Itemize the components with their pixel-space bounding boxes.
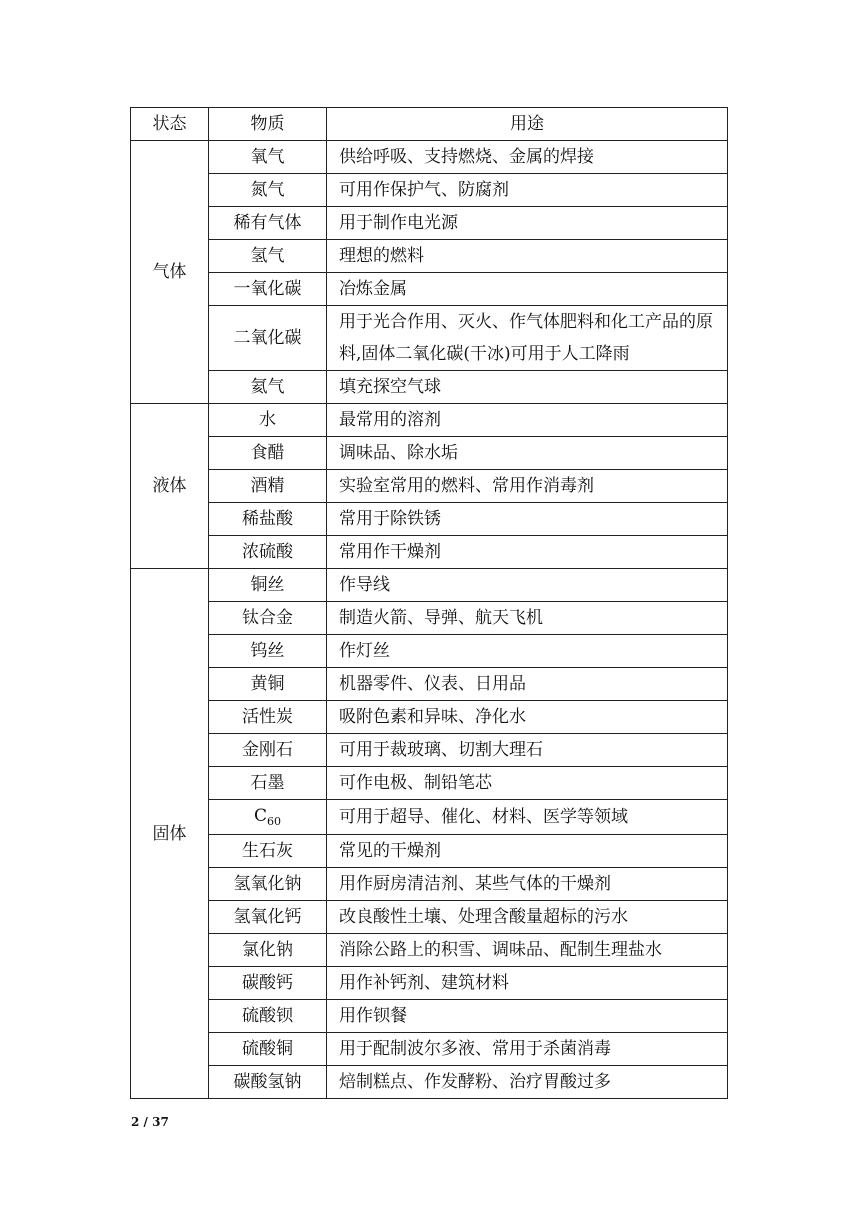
table-row — [131, 207, 728, 240]
table-row — [131, 835, 728, 868]
use-cell: 改良酸性土壤、处理含酸量超标的污水 — [327, 901, 728, 934]
use-cell: 冶炼金属 — [327, 273, 728, 306]
use-cell: 理想的燃料 — [327, 240, 728, 273]
table-row — [131, 967, 728, 1000]
substance-cell: 氢气 — [209, 240, 327, 273]
use-cell: 用于制作电光源 — [327, 207, 728, 240]
table-row — [131, 668, 728, 701]
use-cell: 可作电极、制铅笔芯 — [327, 767, 728, 800]
substance-cell: 氢氧化钙 — [209, 901, 327, 934]
table-row — [131, 602, 728, 635]
substance-cell: 氢氧化钠 — [209, 868, 327, 901]
use-cell: 焙制糕点、作发酵粉、治疗胃酸过多 — [327, 1066, 728, 1099]
use-cell: 最常用的溶剂 — [327, 404, 728, 437]
substance-cell: 氧气 — [209, 141, 327, 174]
use-cell: 用于光合作用、灭火、作气体肥料和化工产品的原料,固体二氧化碳(干冰)可用于人工降雨 — [327, 306, 728, 371]
use-cell: 常见的干燥剂 — [327, 835, 728, 868]
use-cell: 消除公路上的积雪、调味品、配制生理盐水 — [327, 934, 728, 967]
substance-cell — [209, 800, 327, 835]
table-row — [131, 569, 728, 602]
substance-cell: 稀有气体 — [209, 207, 327, 240]
substance-cell: 酒精 — [209, 470, 327, 503]
table-row — [131, 470, 728, 503]
substance-cell: 二氧化碳 — [209, 306, 327, 371]
state-cell: 固体 — [131, 569, 209, 1099]
substance-cell: 黄铜 — [209, 668, 327, 701]
use-cell: 用作补钙剂、建筑材料 — [327, 967, 728, 1000]
substance-cell: 一氧化碳 — [209, 273, 327, 306]
table-row — [131, 503, 728, 536]
table-row — [131, 1033, 728, 1066]
table-row — [131, 404, 728, 437]
use-cell: 可用于裁玻璃、切割大理石 — [327, 734, 728, 767]
substance-cell: 硫酸铜 — [209, 1033, 327, 1066]
substance-cell: 氮气 — [209, 174, 327, 207]
substance-cell: 浓硫酸 — [209, 536, 327, 569]
table-row — [131, 437, 728, 470]
use-cell: 机器零件、仪表、日用品 — [327, 668, 728, 701]
table-row — [131, 1066, 728, 1099]
use-cell: 吸附色素和异味、净化水 — [327, 701, 728, 734]
use-cell: 填充探空气球 — [327, 371, 728, 404]
state-cell: 气体 — [131, 141, 209, 404]
table-row — [131, 536, 728, 569]
use-cell: 常用于除铁锈 — [327, 503, 728, 536]
substance-cell: 碳酸钙 — [209, 967, 327, 1000]
table-row — [131, 306, 728, 371]
table-row — [131, 141, 728, 174]
table-row — [131, 701, 728, 734]
page-number: 2 / 37 — [131, 1115, 169, 1129]
header-row — [131, 108, 728, 141]
use-cell: 制造火箭、导弹、航天飞机 — [327, 602, 728, 635]
substance-cell: 钛合金 — [209, 602, 327, 635]
substance-cell: 稀盐酸 — [209, 503, 327, 536]
state-cell: 液体 — [131, 404, 209, 569]
substance-cell: 钨丝 — [209, 635, 327, 668]
substance-use-table — [130, 107, 728, 1099]
use-cell: 供给呼吸、支持燃烧、金属的焊接 — [327, 141, 728, 174]
header-substance: 物质 — [209, 108, 327, 141]
header-use: 用途 — [327, 108, 728, 141]
substance-cell: 氦气 — [209, 371, 327, 404]
table-row — [131, 174, 728, 207]
table-row — [131, 934, 728, 967]
substance-subscript: 60 — [267, 815, 281, 828]
table-row — [131, 734, 728, 767]
substance-cell: 活性炭 — [209, 701, 327, 734]
use-cell: 用作厨房清洁剂、某些气体的干燥剂 — [327, 868, 728, 901]
substance-cell: 生石灰 — [209, 835, 327, 868]
substance-cell: 石墨 — [209, 767, 327, 800]
table-row — [131, 868, 728, 901]
table-header — [131, 108, 728, 141]
use-cell: 作灯丝 — [327, 635, 728, 668]
table-row — [131, 1000, 728, 1033]
substance-cell: 食醋 — [209, 437, 327, 470]
table-row — [131, 240, 728, 273]
header-state: 状态 — [131, 108, 209, 141]
substance-cell: 金刚石 — [209, 734, 327, 767]
use-cell: 实验室常用的燃料、常用作消毒剂 — [327, 470, 728, 503]
use-cell: 可用作保护气、防腐剂 — [327, 174, 728, 207]
substance-cell: 氯化钠 — [209, 934, 327, 967]
substance-cell: 铜丝 — [209, 569, 327, 602]
table-row — [131, 800, 728, 835]
table-row — [131, 767, 728, 800]
use-cell: 用作钡餐 — [327, 1000, 728, 1033]
use-cell: 调味品、除水垢 — [327, 437, 728, 470]
substance-cell: 碳酸氢钠 — [209, 1066, 327, 1099]
use-cell: 可用于超导、催化、材料、医学等领域 — [327, 800, 728, 835]
use-cell: 作导线 — [327, 569, 728, 602]
table-body — [131, 141, 728, 1099]
use-cell: 用于配制波尔多液、常用于杀菌消毒 — [327, 1033, 728, 1066]
table-row — [131, 273, 728, 306]
table-row — [131, 901, 728, 934]
substance-symbol: C — [253, 806, 267, 826]
table-row — [131, 635, 728, 668]
use-cell: 常用作干燥剂 — [327, 536, 728, 569]
table-row — [131, 371, 728, 404]
substance-cell: 水 — [209, 404, 327, 437]
substance-cell: 硫酸钡 — [209, 1000, 327, 1033]
